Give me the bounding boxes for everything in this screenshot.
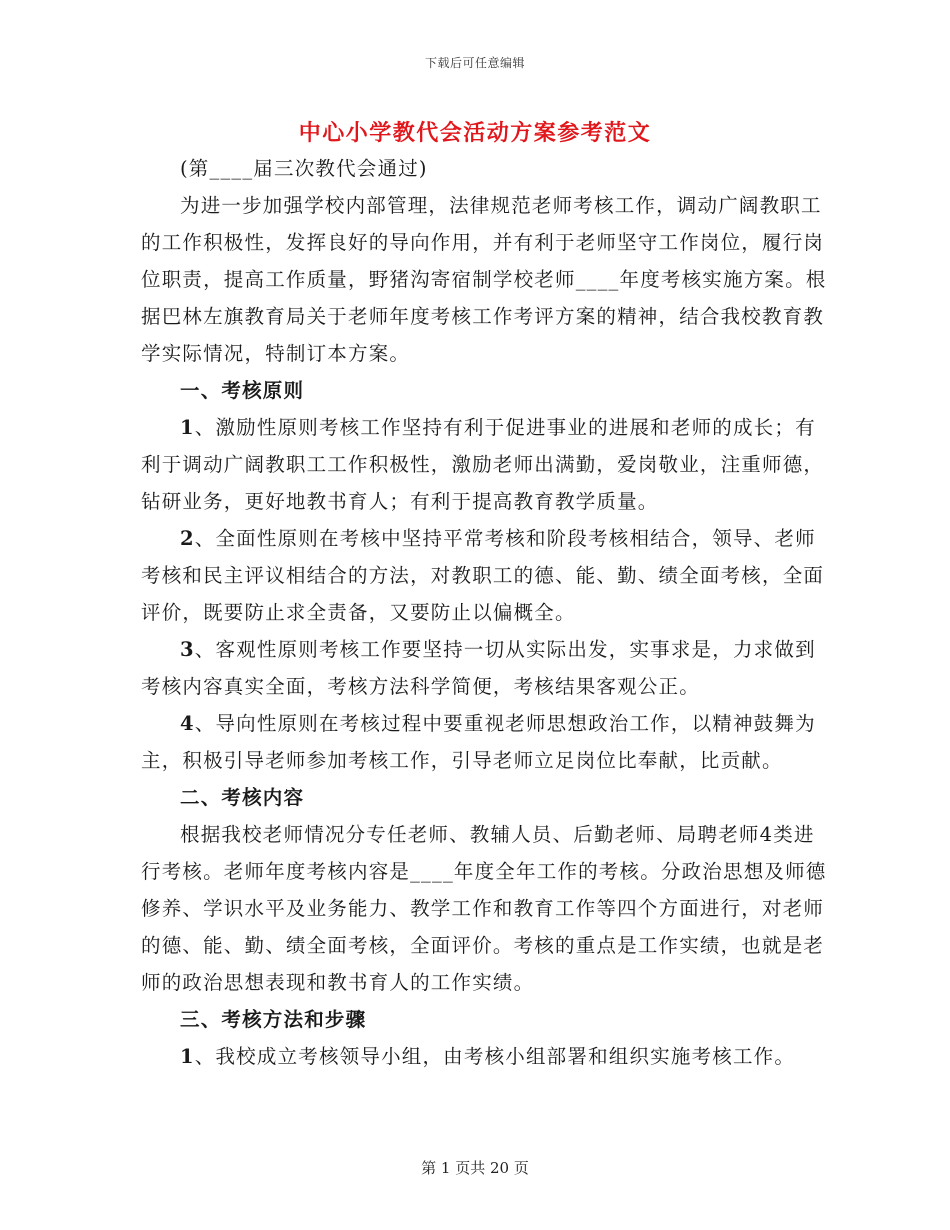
subtitle-line: (第____届三次教代会通过): [180, 157, 428, 180]
item-number: 4: [180, 712, 195, 735]
section-1-heading: 一、考核原则: [180, 379, 305, 402]
section-1-item-2: [141, 520, 831, 631]
item-text: 、客观性原则考核工作要坚持一切从实际出发，实事求是，力求做到考核内容真实全面，考核方法科学简便，考核结果客观公正。: [141, 638, 816, 698]
item-number: 1: [180, 416, 195, 439]
item-number: 3: [180, 638, 195, 661]
section-3-item-1: [141, 1038, 831, 1075]
section-3-heading: 三、考核方法和步骤: [180, 1008, 367, 1031]
item-number: 2: [180, 527, 195, 550]
intro-paragraph: 为进一步加强学校内部管理，法律规范老师考核工作，调动广阔教职工的工作积极性，发挥良好的导向作用，并有利于老师坚守工作岗位，履行岗位职责，提高工作质量，野猪沟寄宿制学校老师____年度考核实施方案。根据巴林左旗教育局关于老师年度考核工作考评方案的精神，结合我校教育教学实际情况，特制订本方案。: [141, 194, 827, 365]
item-text: 、我校成立考核领导小组，由考核小组部署和组织实施考核工作。: [194, 1045, 796, 1068]
item-text: 、导向性原则在考核过程中要重视老师思想政治工作，以精神鼓舞为主，积极引导老师参加考核工作，引导老师立足岗位比奉献，比贡献。: [141, 712, 816, 772]
section-2-paragraph: 根据我校老师情况分专任老师、教辅人员、后勤老师、局聘老师4类进行考核。老师年度考核内容是____年度全年工作的考核。分政治思想及师德修养、学识水平及业务能力、教学工作和教育工作等四个方面进行，对老师的德、能、勤、绩全面考核，全面评价。考核的重点是工作实绩，也就是老师的政治思想表现和教书育人的工作实绩。: [141, 823, 827, 994]
item-text: 、激励性原则考核工作坚持有利于促进事业的进展和老师的成长；有利于调动广阔教职工工作积极性，激励老师出满勤，爱岗敬业，注重师德，钻研业务，更好地教书育人；有利于提高教育教学质量。: [141, 416, 825, 513]
item-text: 、全面性原则在考核中坚持平常考核和阶段考核相结合，领导、老师考核和民主评议相结合的方法，对教职工的德、能、勤、绩全面考核，全面评价，既要防止求全责备，又要防止以偏概全。: [141, 527, 825, 624]
document-title: 中心小学教代会活动方案参考范文: [298, 120, 652, 146]
section-1-item-3: [141, 631, 831, 705]
page-footer: 第 1 页共 20 页: [421, 1159, 529, 1177]
item-number: 1: [180, 1045, 195, 1068]
document-body: [141, 150, 831, 1075]
section-1-item-1: [141, 409, 831, 520]
header-note: 下载后可任意编辑: [424, 56, 525, 70]
section-2-heading: 二、考核内容: [180, 786, 305, 809]
section-1-item-4: [141, 705, 831, 779]
